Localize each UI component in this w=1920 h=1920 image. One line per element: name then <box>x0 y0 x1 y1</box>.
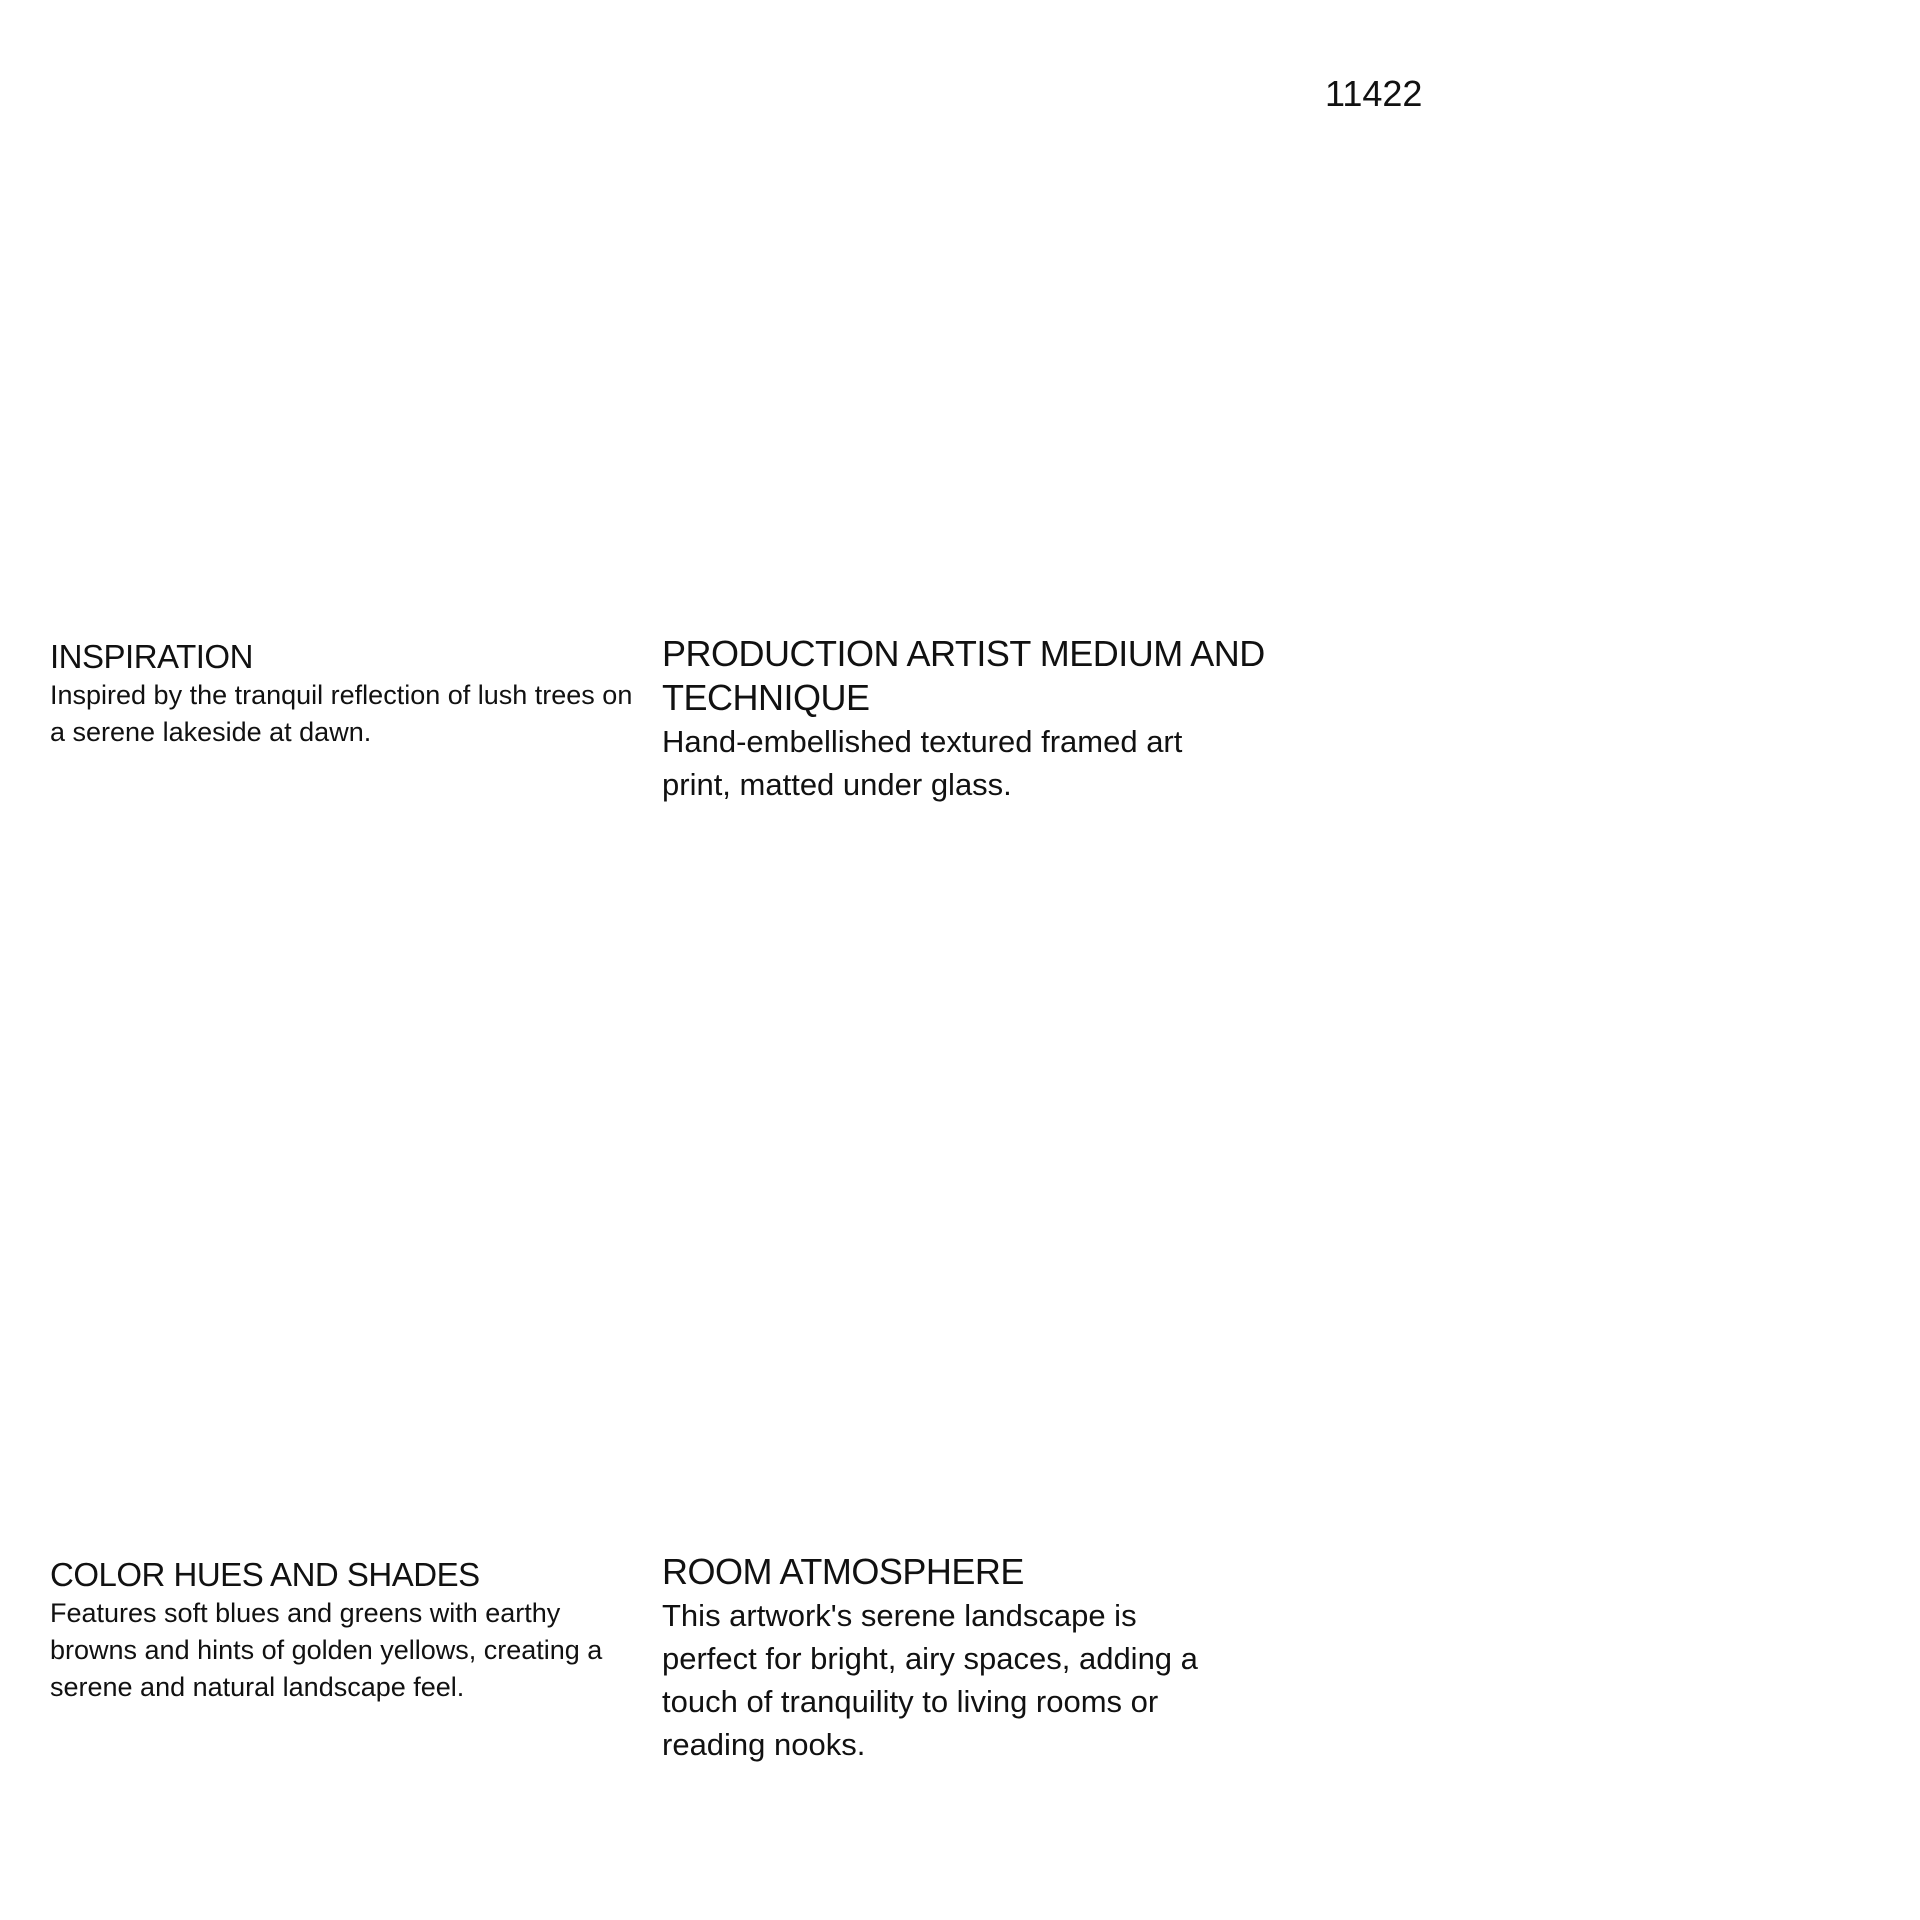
color-title: COLOR HUES AND SHADES <box>50 1556 480 1593</box>
room-atmosphere-text: This artwork's serene landscape is perfect for bright, airy spaces, adding a touch of tranquility to living rooms or reading nooks. <box>662 1598 1198 1762</box>
production-section <box>662 632 1462 806</box>
color-section <box>50 1555 650 1706</box>
room-atmosphere-section <box>662 1550 1262 1766</box>
inspiration-section <box>50 637 650 751</box>
production-title: PRODUCTION ARTIST MEDIUM AND TECHNIQUE <box>662 633 1265 718</box>
inspiration-text: Inspired by the tranquil reflection of lush trees on a serene lakeside at dawn. <box>50 680 633 747</box>
color-text: Features soft blues and greens with earthy browns and hints of golden yellows, creating a serene and natural landscape feel. <box>50 1598 603 1702</box>
production-text: Hand-embellished textured framed art print, matted under glass. <box>662 724 1183 802</box>
inspiration-title: INSPIRATION <box>50 638 253 675</box>
product-code: 11422 <box>1325 73 1423 114</box>
room-atmosphere-title: ROOM ATMOSPHERE <box>662 1551 1024 1592</box>
